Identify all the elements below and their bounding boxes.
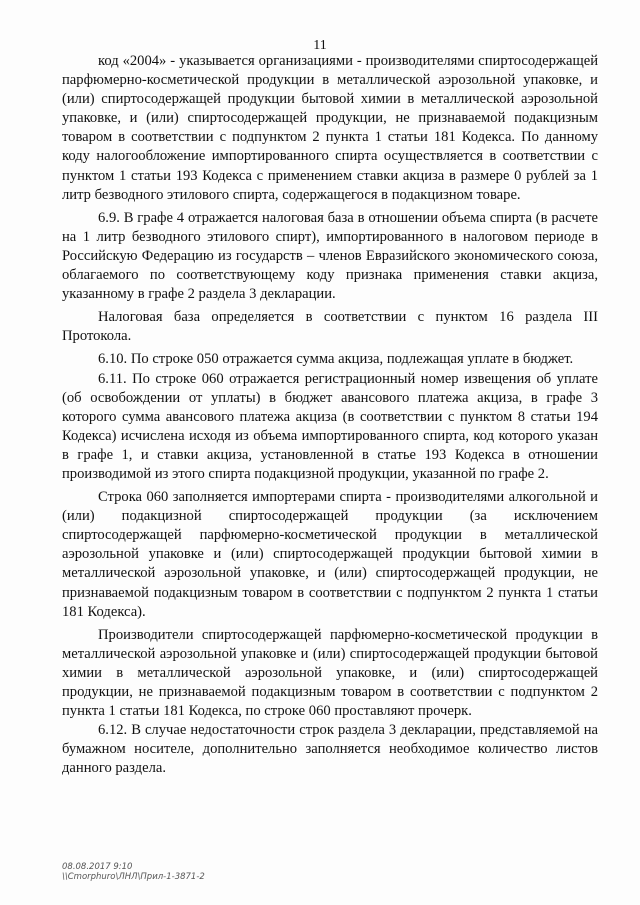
paragraph-6-9: 6.9. В графе 4 отражается налоговая база в отношении объема спирта (в расчете на 1 литр безводного этилового спирт), импортированного в налоговом периоде в Российскую Федерацию из государств – членов Евразийского экономического союза, облагаемого по соответствующему коду признака применения ставки акциза, указанному в графе 2 раздела 3 декларации. <box>62 209 598 303</box>
paragraph-line-060: Строка 060 заполняется импортерами спирта - производителями алкогольной и (или) подакцизной спиртосодержащей продукции (за исключением спиртосодержащей парфюмерно-косметической продукции в металлической аэрозольной упаковке и (или) спиртосодержащей продукции бытовой химии в металлической аэрозольной упаковке, и (или) спиртосодержащей продукции, не признаваемой подакцизным товаром в соответствии с подпунктом 2 пункта 1 статьи 181 Кодекса). <box>62 489 598 620</box>
document-body <box>62 52 598 778</box>
page-number: 11 <box>313 38 327 53</box>
paragraph-code-2004: код «2004» - указывается организациями - производителями спиртосодержащей парфюмерно-косметической продукции в металлической аэрозольной упаковке, и (или) спиртосодержащей продукции бытовой химии в металлической аэрозольной упаковке, и (или) спиртосодержащей продукции, не признаваемой подакцизным товаром в соответствии с подпунктом 2 пункта 1 статьи 181 Кодекса. По данному коду налогообложение импортированного спирта осуществляется в соответствии с пунктом 1 статьи 193 Кодекса с применением ставки акциза в размере 0 рублей за 1 литр безводного этилового спирта, содержащегося в подакцизном товаре. <box>62 53 598 203</box>
paragraph-6-11: 6.11. По строке 060 отражается регистрационный номер извещения об уплате (об освобождении от уплаты) в бюджет авансового платежа акциза, в графе 3 которого сумма авансового платежа акциза (в соответствии с пунктом 8 статьи 194 Кодекса) исчислена исходя из объема импортированного спирта, код которого указан в графе 1, и ставки акциза, установленной в статье 193 Кодекса в отношении производимой из этого спирта подакцизной продукции, указанной по графе 2. <box>62 370 598 482</box>
paragraph-6-10: 6.10. По строке 050 отражается сумма акциза, подлежащая уплате в бюджет. <box>98 351 574 368</box>
footer-stamp <box>62 862 205 882</box>
paragraph-tax-base: Налоговая база определяется в соответствии с пунктом 16 раздела III Протокола. <box>62 309 598 345</box>
paragraph-6-12: 6.12. В случае недостаточности строк раздела 3 декларации, представляемой на бумажном носителе, дополнительно заполняется необходимое количество листов данного раздела. <box>62 722 598 777</box>
paragraph-producers: Производители спиртосодержащей парфюмерно-косметической продукции в металлической аэрозольной упаковке и (или) спиртосодержащей продукции бытовой химии в металлической аэрозольной упаковке, и (или) спиртосодержащей продукции, не признаваемой подакцизным товаром в соответствии с подпунктом 2 пункта 1 статьи 181 Кодекса, по строке 060 проставляют прочерк. <box>62 626 598 720</box>
footer-date: 08.08.2017 9:10 <box>62 862 133 872</box>
footer-path: \\Cmorphuro\ЛНЛ\Прил-1-3871-2 <box>62 872 205 882</box>
